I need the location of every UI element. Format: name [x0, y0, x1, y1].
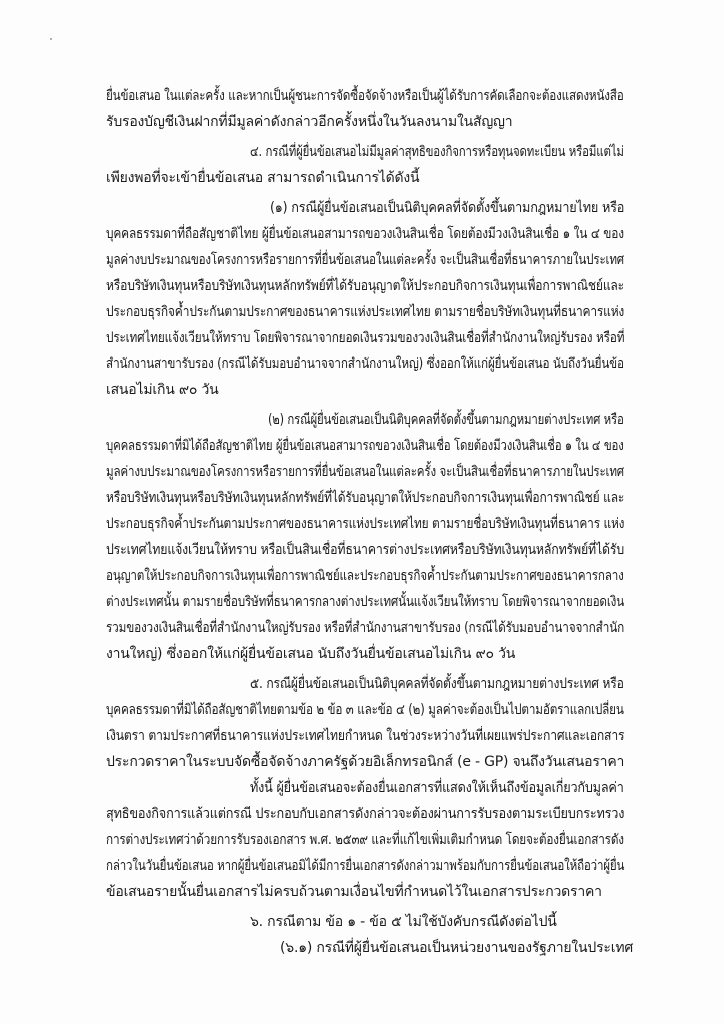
text-line: ประกอบธุรกิจค้ำประกันตามประกาศของธนาคารแห่งประเทศไทย ตามรายชื่อบริษัทเงินทุนที่ธนาคารแห่ง — [106, 304, 625, 320]
text-line: เงินตรา ตามประกาศที่ธนาคารแห่งประเทศไทยกำหนด ในช่วงระหว่างวันที่เผยแพร่ประกาศและเอกสาร — [106, 728, 625, 744]
text-line: ประเทศไทยแจ้งเวียนให้ทราบ โดยพิจารณาจากยอดเงินรวมของวงเงินสินเชื่อที่สำนักงานใหญ่รับรอง หรือที่ — [106, 330, 625, 346]
text-line: หรือบริษัทเงินทุนหรือบริษัทเงินทุนหลักทรัพย์ที่ได้รับอนุญาตให้ประกอบกิจการเงินทุนเพื่อการพาณิชย์และ — [106, 278, 624, 294]
scan-speck — [50, 38, 52, 40]
text-line: ๕. กรณีผู้ยื่นข้อเสนอเป็นนิติบุคคลที่จัดตั้งขึ้นตามกฎหมายต่างประเทศ หรือ — [250, 676, 624, 692]
text-line: สุทธิของกิจการแล้วแต่กรณี ประกอบกับเอกสารดังกล่าวจะต้องผ่านการรับรองตามระเบียบกระทรวง — [106, 806, 625, 822]
text-line: รับรองบัญชีเงินฝากที่มีมูลค่าดังกล่าวอีกครั้งหนึ่งในวันลงนามในสัญญา — [106, 114, 513, 130]
text-line: ประกอบธุรกิจค้ำประกันตามประกาศของธนาคารแห่งประเทศไทย ตามรายชื่อบริษัทเงินทุนที่ธนาคาร แห่ง — [106, 516, 625, 532]
text-line: รวมของวงเงินสินเชื่อที่สำนักงานใหญ่รับรอง หรือที่สำนักงานสาขารับรอง (กรณีได้รับมอบอำนาจจากสำนัก — [106, 620, 625, 636]
text-line: ข้อเสนอรายนั้นยื่นเอกสารไม่ครบถ้วนตามเงื่อนไขที่กำหนดไว้ในเอกสารประกวดราคา — [106, 884, 602, 900]
text-line: ประเทศไทยแจ้งเวียนให้ทราบ หรือเป็นสินเชื่อที่ธนาคารต่างประเทศหรือบริษัทเงินทุนหลักทรัพย์ที่ได้รับ — [106, 542, 625, 558]
text-line: บุคคลธรรมดาที่มิได้ถือสัญชาติไทย ผู้ยื่นข้อเสนอสามารถขอวงเงินสินเชื่อ โดยต้องมีวงเงินสินเชื่อ ๑ ใน ๔ ของ — [106, 438, 624, 454]
text-line: บุคคลธรรมดาที่ถือสัญชาติไทย ผู้ยื่นข้อเสนอสามารถขอวงเงินสินเชื่อ โดยต้องมีวงเงินสินเชื่อ ๑ ใน ๔ ของ — [106, 226, 624, 242]
text-line: ทั้งนี้ ผู้ยื่นข้อเสนอจะต้องยื่นเอกสารที่แสดงให้เห็นถึงข้อมูลเกี่ยวกับมูลค่า — [250, 780, 624, 796]
text-line: ประกวดราคาในระบบจัดซื้อจัดจ้างภาครัฐด้วยอิเล็กทรอนิกส์ (e - GP) จนถึงวันเสนอราคา — [106, 754, 625, 770]
text-line: งานใหญ่) ซึ่งออกให้แก่ผู้ยื่นข้อเสนอ นับถึงวันยื่นข้อเสนอไม่เกิน ๙๐ วัน — [106, 646, 516, 662]
text-line: การต่างประเทศว่าด้วยการรับรองเอกสาร พ.ศ. ๒๕๓๙ และที่แก้ไขเพิ่มเติมกำหนด โดยจะต้องยื่นเอกสารดัง — [106, 832, 624, 848]
text-line: เพียงพอที่จะเข้ายื่นข้อเสนอ สามารถดำเนินการได้ดังนี้ — [106, 170, 420, 186]
text-line: กล่าวในวันยื่นข้อเสนอ หากผู้ยื่นข้อเสนอมิได้มีการยื่นเอกสารดังกล่าวมาพร้อมกับการยื่นข้อเสนอให้ถือว่าผู้ยื่น — [106, 858, 625, 874]
text-line: ต่างประเทศนั้น ตามรายชื่อบริษัทที่ธนาคารกลางต่างประเทศนั้นแจ้งเวียนให้ทราบ โดยพิจารณาจากยอดเงิน — [106, 594, 625, 610]
text-line: ๔. กรณีที่ผู้ยื่นข้อเสนอไม่มีมูลค่าสุทธิของกิจการหรือทุนจดทะเบียน หรือมีแต่ไม่ — [250, 144, 624, 160]
text-line: หรือบริษัทเงินทุนหรือบริษัทเงินทุนหลักทรัพย์ที่ได้รับอนุญาตให้ประกอบกิจการเงินทุนเพื่อการพาณิชย์ และ — [106, 490, 625, 506]
text-line: (๖.๑) กรณีที่ผู้ยื่นข้อเสนอเป็นหน่วยงานของรัฐภายในประเทศ — [280, 940, 634, 956]
text-line: (๒) กรณีผู้ยื่นข้อเสนอเป็นนิติบุคคลที่จัดตั้งขึ้นตามกฎหมายต่างประเทศ หรือ — [268, 412, 624, 428]
text-line: บุคคลธรรมดาที่มิได้ถือสัญชาติไทยตามข้อ ๒ ข้อ ๓ และข้อ ๔ (๒) มูลค่าจะต้องเป็นไปตามอัตราแลกเปลี่ยน — [106, 702, 624, 718]
text-line: เสนอไม่เกิน ๙๐ วัน — [106, 382, 219, 398]
text-line: สำนักงานสาขารับรอง (กรณีได้รับมอบอำนาจจากสำนักงานใหญ่) ซึ่งออกให้แก่ผู้ยื่นข้อเสนอ นับถึงวันยื่นข้อ — [106, 356, 624, 372]
text-line: ๖. กรณีตาม ข้อ ๑ - ข้อ ๕ ไม่ใช้บังคับกรณีดังต่อไปนี้ — [250, 914, 557, 930]
text-line: มูลค่างบประมาณของโครงการหรือรายการที่ยื่นข้อเสนอในแต่ละครั้ง จะเป็นสินเชื่อที่ธนาคารภายในประเทศ — [106, 252, 625, 268]
text-line: อนุญาตให้ประกอบกิจการเงินทุนเพื่อการพาณิชย์และประกอบธุรกิจค้ำประกันตามประกาศของธนาคารกลาง — [106, 568, 624, 584]
text-line: มูลค่างบประมาณของโครงการหรือรายการที่ยื่นข้อเสนอในแต่ละครั้ง จะเป็นสินเชื่อที่ธนาคารภายในประเทศ — [106, 464, 625, 480]
text-line: ยื่นข้อเสนอ ในแต่ละครั้ง และหากเป็นผู้ชนะการจัดซื้อจัดจ้างหรือเป็นผู้ได้รับการคัดเลือกจะต้องแสดงหนังสือ — [106, 88, 624, 104]
text-line: (๑) กรณีผู้ยื่นข้อเสนอเป็นนิติบุคคลที่จัดตั้งขึ้นตามกฎหมายไทย หรือ — [270, 200, 625, 216]
